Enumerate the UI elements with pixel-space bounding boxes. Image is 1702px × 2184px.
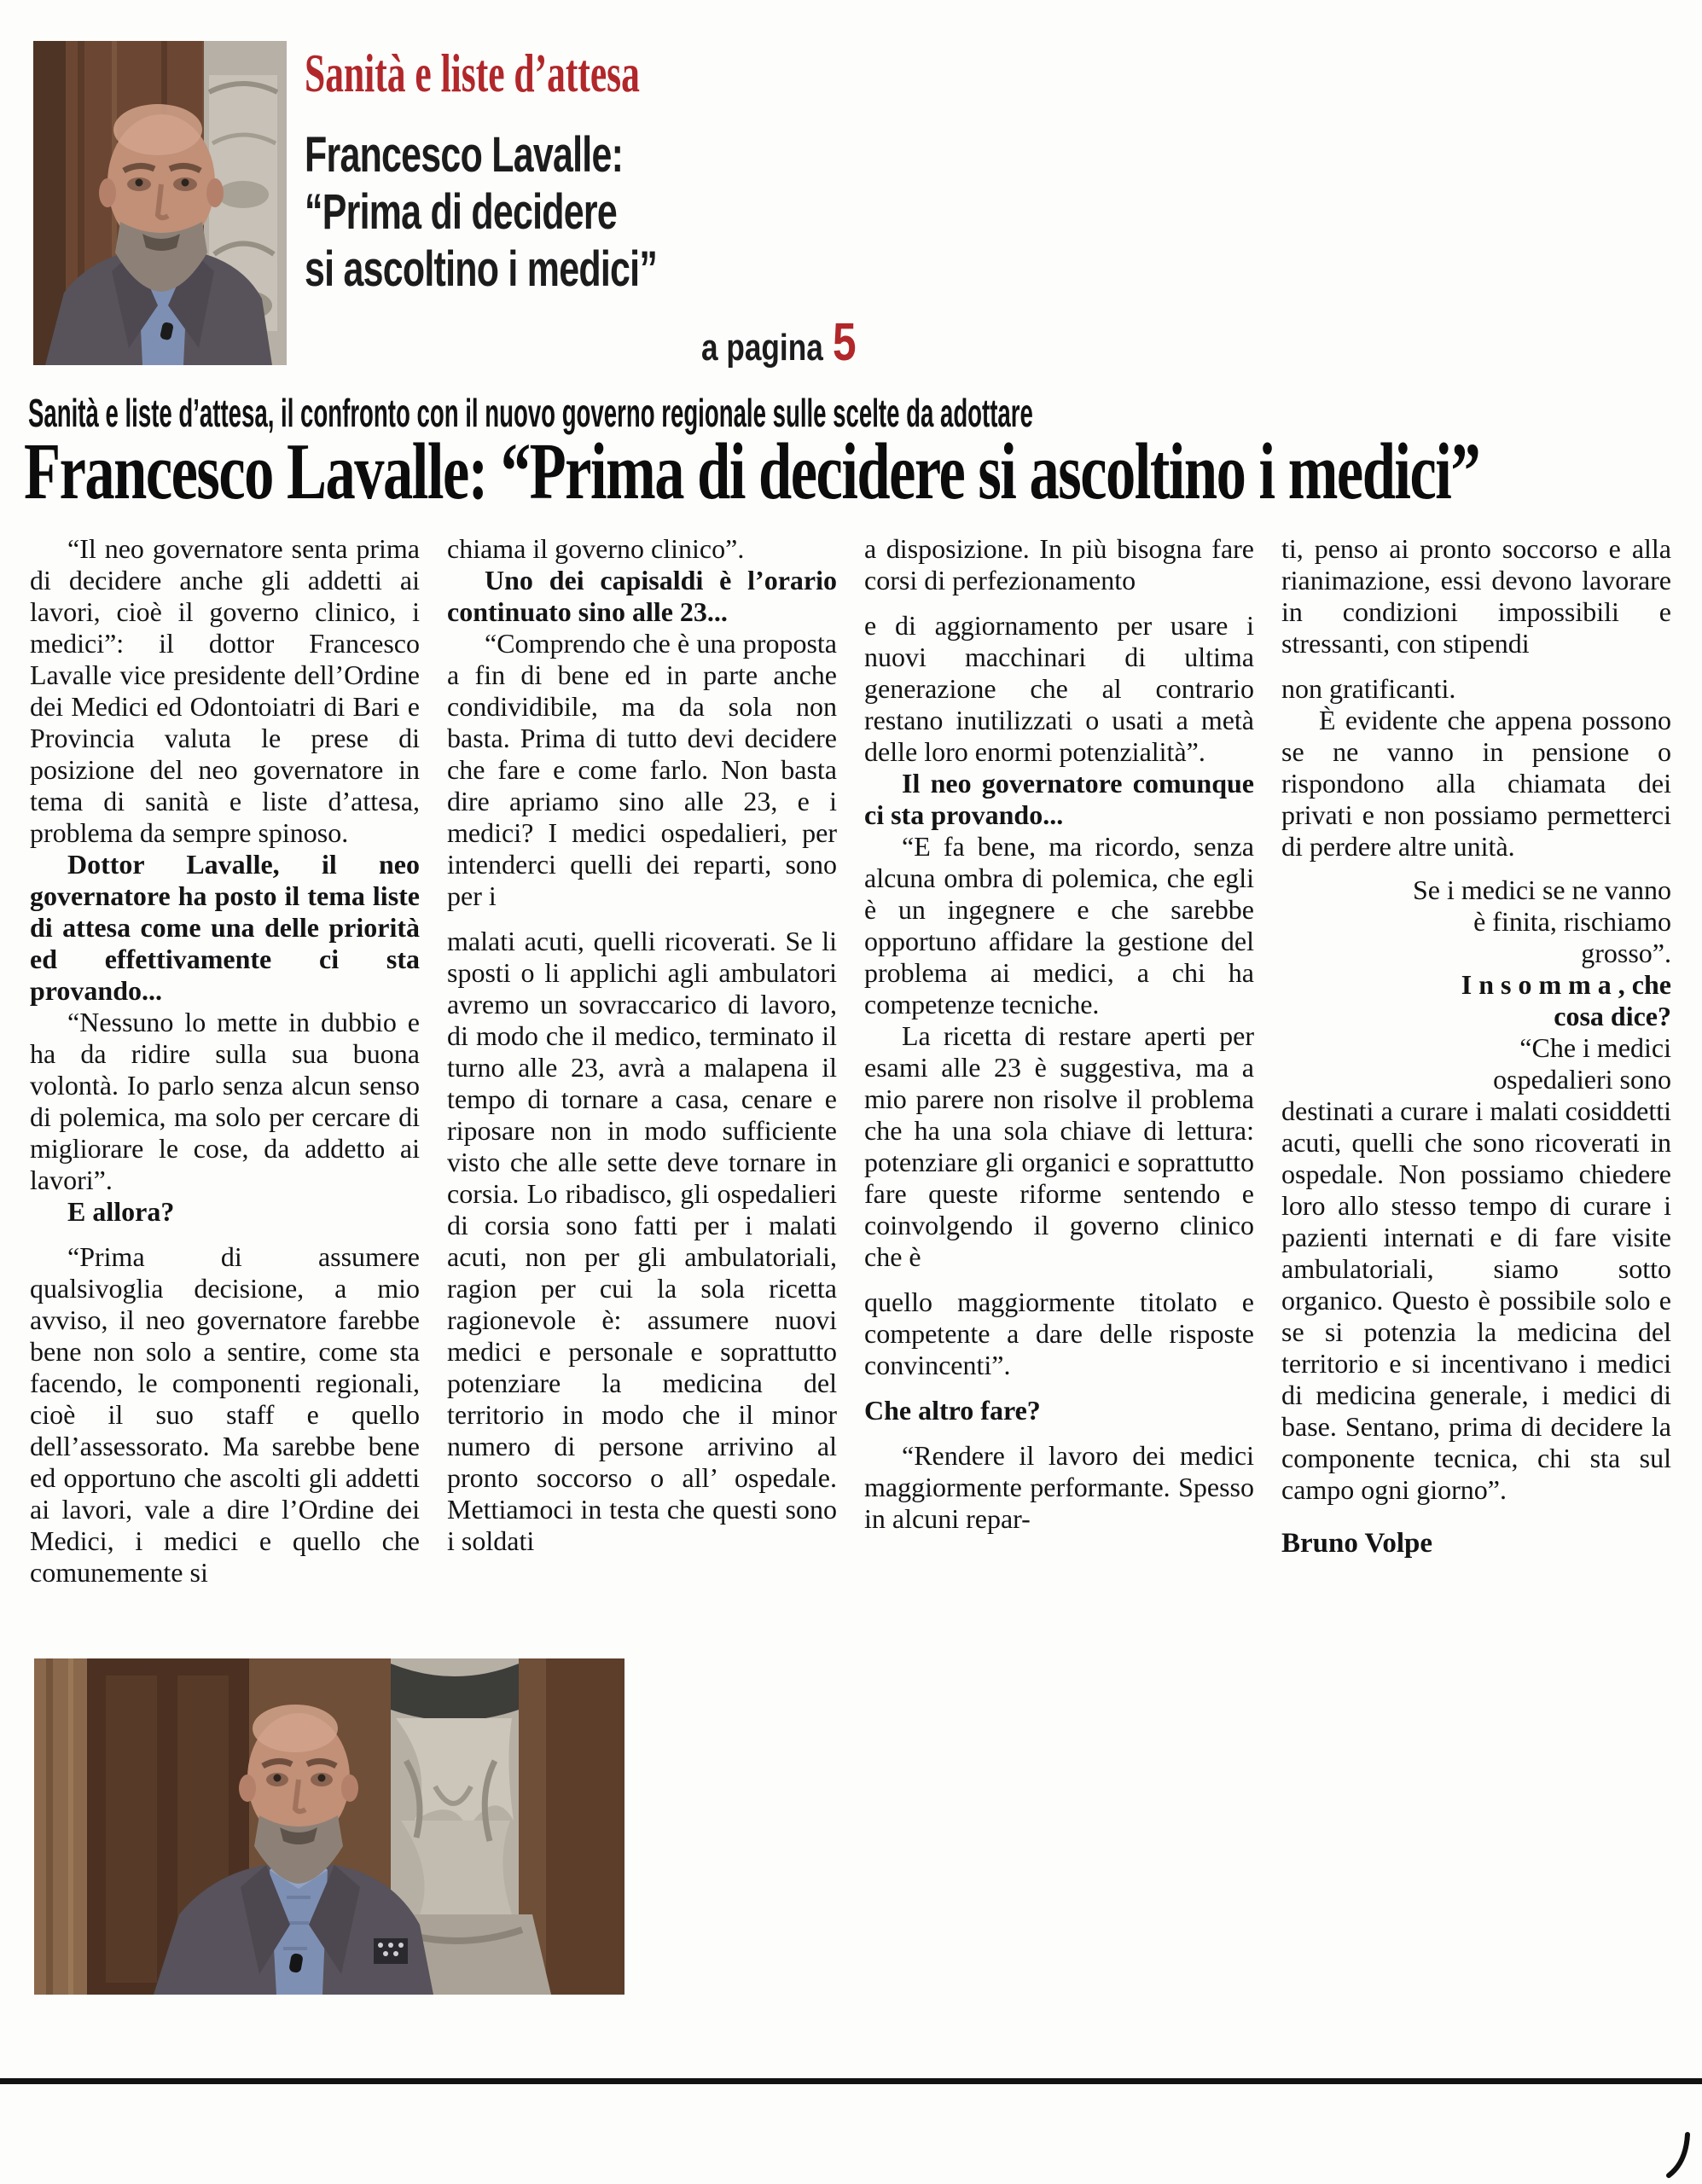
article-headline: Francesco Lavalle: “Prima di decidere si ascoltino i medici”: [24, 427, 1480, 516]
paragraph: “Prima di assumere qualsivoglia decisione, a mio avviso, il neo governatore farebbe bene non solo a sentire, come sta facendo, le componenti regionali, cioè il suo staff e quello dell’assessorato. Ma sarebbe bene ed opportuno che ascolti gli addetti ai lavori, vale a dire l’Ordine dei Medici, i medici e quello che comunemente si: [30, 1241, 420, 1588]
bottom-portrait-photo: [34, 1658, 624, 1995]
portrait-illustration: [33, 41, 287, 365]
promo-headline-line2: “Prima di decidere: [305, 184, 617, 240]
wrapped-text-segment: [1409, 874, 1671, 1095]
question-paragraph: E allora?: [67, 1196, 175, 1227]
paragraph: “Nessuno lo mette in dubbio e ha da ridire sulla sua buona volontà. Io parlo senza alcun senso di polemica, ma solo per cercare di migliorare le cose, da addetto ai lavori”.: [30, 1007, 420, 1195]
promo-headline-line3: si ascoltino i medici”: [305, 241, 658, 297]
paragraph: “Il neo governatore senta prima di decidere anche gli addetti ai lavori, cioè il governo clinico, i medici”: il dottor Francesco Lavalle vice presidente dell’Ordine dei Medici ed Odontoiatri di Bari e Provincia valuta le prese di posizione del neo governatore in tema di sanità e liste d’attesa, problema da sempre spinoso.: [30, 533, 420, 848]
paragraph: chiama il governo clinico”.: [447, 533, 745, 564]
promo-headline-line1: Francesco Lavalle:: [305, 127, 624, 183]
paragraph: e di aggiornamento per usare i nuovi macchinari di ultima generazione che al contrario restano inutilizzati o usati a metà delle loro enormi potenzialità”.: [864, 610, 1254, 767]
paragraph: “Che i medici ospedalieri sono: [1493, 1032, 1671, 1095]
paragraph: ti, penso ai pronto soccorso e alla rianimazione, essi devono lavorare in condizioni impossibili e stressanti, con stipendi: [1281, 533, 1671, 659]
question-paragraph: Il neo governatore comunque ci sta provando...: [864, 768, 1254, 830]
paragraph: “Rendere il lavoro dei medici maggiormente performante. Spesso in alcuni repar-: [864, 1440, 1254, 1534]
article-column-3: [864, 533, 1254, 1638]
paragraph: non gratificanti.: [1281, 673, 1456, 704]
article-column-2: [447, 533, 837, 1638]
article-kicker: Sanità e liste d’attesa, il confronto con il nuovo governo regionale sulle scelte da adottare: [28, 391, 1033, 435]
page-reference-number: 5: [833, 313, 857, 372]
page-reference: [701, 312, 857, 373]
paragraph: “Comprendo che è una proposta a fin di bene ed in parte anche condividibile, ma da sola non basta. Prima di tutto devi decidere che fare e come farlo. Non basta dire apriamo sino alle 23, e i medici? I medici ospedalieri, per intenderci quelli dei reparti, sono per i: [447, 628, 837, 911]
bottom-divider-rule: [0, 2078, 1702, 2084]
page-reference-label: a pagina: [701, 327, 823, 369]
paragraph: malati acuti, quelli ricoverati. Se li sposti o li applichi agli ambulatori avremo un sovraccarico di lavoro, di modo che il medico, terminato il turno alle 23, avrà a malapena il tempo di tornare a casa, cenare e riposare non in modo sufficiente visto che alle sette deve tornare in corsia. Lo ribadisco, gli ospedalieri di corsia sono fatti per i malati acuti, non per gli ambulatoriali, ragion per cui la sola ricetta ragionevole è: assumere nuovi medici e personale e soprattutto potenziare la medicina del territorio in modo che il minor numero di persone arrivino al pronto soccorso o all’ ospedale. Mettiamoci in testa che questi sono i soldati: [447, 926, 837, 1556]
portrait-wide-illustration: [34, 1658, 624, 1995]
top-portrait-photo: [33, 41, 287, 365]
paragraph: “E fa bene, ma ricordo, senza alcuna ombra di polemica, che egli è un ingegnere e che sarebbe opportuno affidare la gestione del problema ai medici, a chi ha competenze tecniche.: [864, 831, 1254, 1019]
paragraph: Se i medici se ne vanno è finita, rischiamo grosso”.: [1412, 874, 1671, 968]
question-paragraph: Uno dei capisaldi è l’orario continuato sino alle 23...: [447, 565, 837, 627]
question-paragraph: I n s o m m a , che cosa dice?: [1461, 969, 1671, 1031]
paragraph: destinati a curare i malati cosiddetti acuti, quelli che sono ricoverati in ospedale. Non possiamo chiedere loro allo stesso tempo di curare i pazienti internati e di fare visite ambulatoriali, siamo sotto organico. Questo è possibile solo e se si potenzia la medicina del territorio e si incentivano i medici di medicina generale, i medici di base. Sentano, prima di decidere la componente tecnica, chi sta sul campo ogni giorno”.: [1281, 1095, 1671, 1505]
article-column-4: [1281, 533, 1671, 1638]
promo-headline: [305, 126, 657, 298]
section-kicker: Sanità e liste d’attesa: [305, 43, 640, 103]
question-paragraph: Che altro fare?: [864, 1395, 1041, 1426]
paragraph: È evidente che appena possono se ne vanno in pensione o rispondono alla chiamata dei privati e non possiamo permetterci di perdere altre unità.: [1281, 705, 1671, 862]
paragraph: a disposizione. In più bisogna fare corsi di perfezionamento: [864, 533, 1254, 595]
paragraph: La ricetta di restare aperti per esami alle 23 è suggestiva, ma a mio parere non risolve il problema che ha una sola chiave di lettura: potenziare gli organici e soprattutto fare queste riforme sentendo e coinvolgendo il governo clinico che è: [864, 1020, 1254, 1272]
byline: Bruno Volpe: [1281, 1528, 1432, 1559]
paragraph: quello maggiormente titolato e competente a dare delle risposte convincenti”.: [864, 1287, 1254, 1380]
question-paragraph: Dottor Lavalle, il neo governatore ha posto il tema liste di attesa come una delle priorità ed effettivamente ci sta provando...: [30, 849, 420, 1006]
article-column-1: [30, 533, 420, 1638]
pen-mark-icon: [1662, 2131, 1696, 2181]
